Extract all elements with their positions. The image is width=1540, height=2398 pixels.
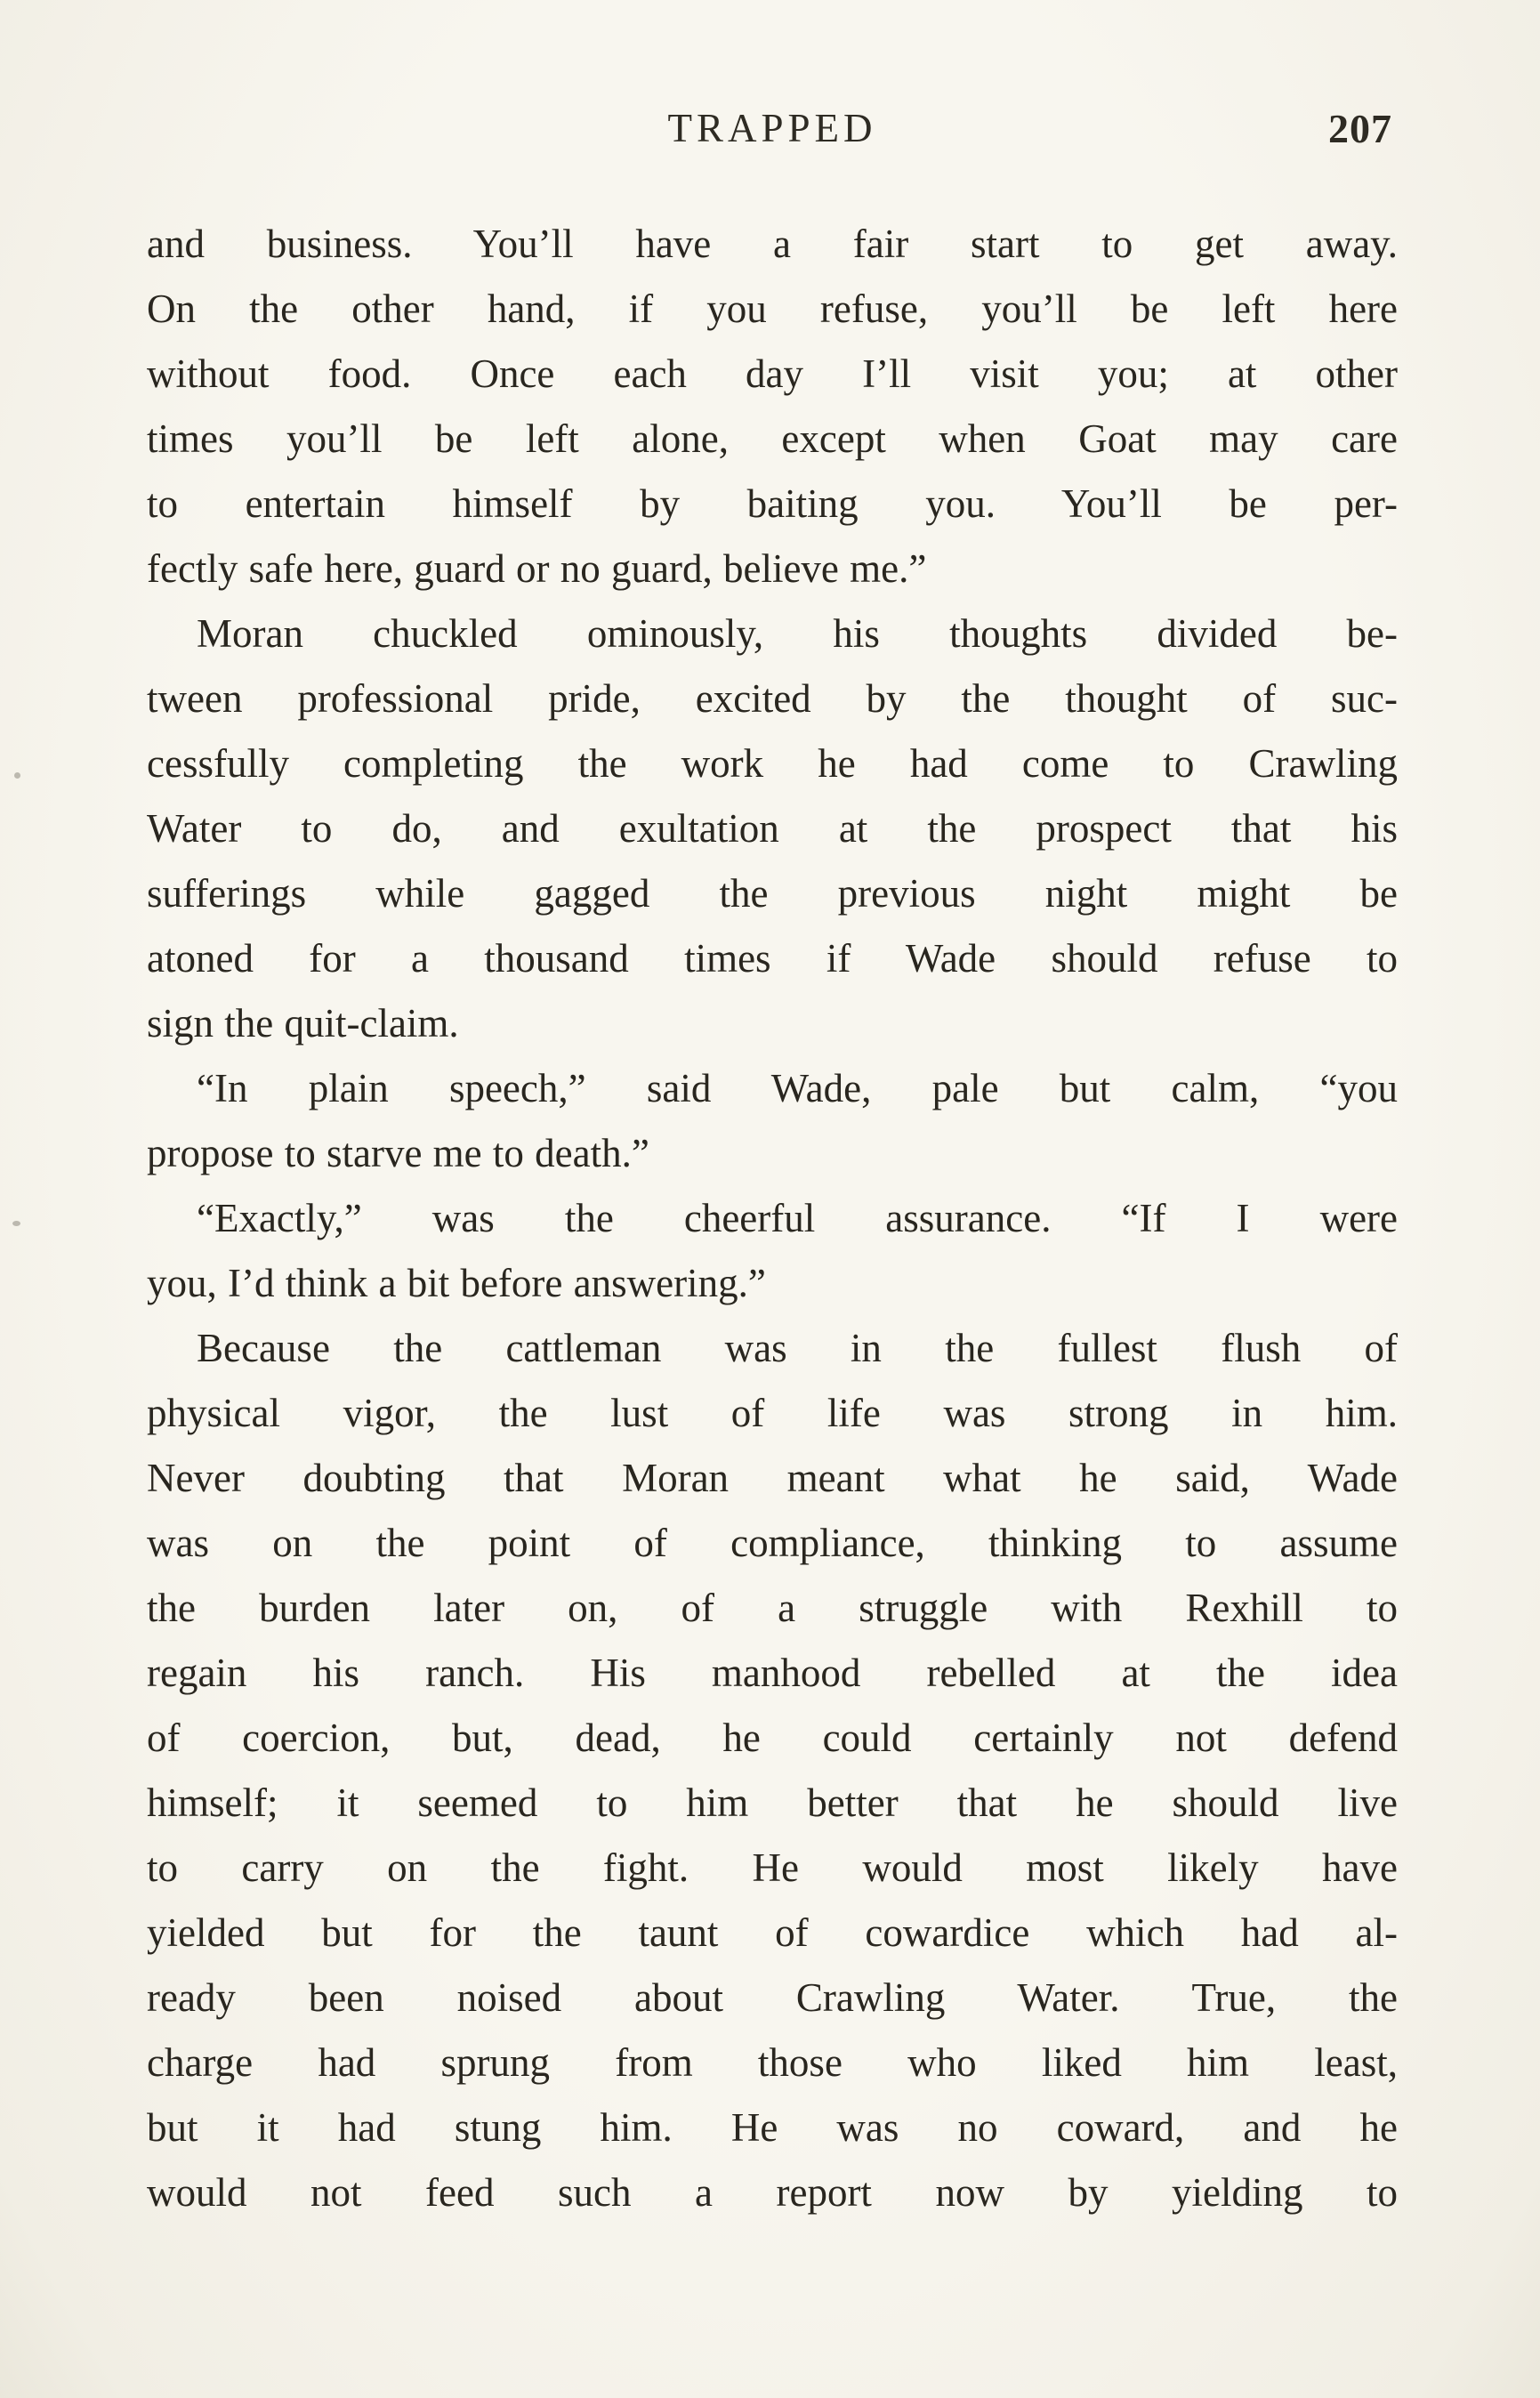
- text-line: Moran chuckled ominously, his thoughts divided be-: [197, 611, 1398, 656]
- text-line: charge had sprung from those who liked him least,: [147, 2040, 1398, 2085]
- page-body: [147, 212, 1398, 2225]
- text-line: tween professional pride, excited by the thought of suc-: [147, 676, 1398, 721]
- text-line: of coercion, but, dead, he could certainly not defend: [147, 1716, 1398, 1760]
- text-line: physical vigor, the lust of life was strong in him.: [147, 1391, 1398, 1435]
- text-line: regain his ranch. His manhood rebelled at the idea: [147, 1651, 1398, 1695]
- text-line: cessfully completing the work he had come to Crawling: [147, 741, 1398, 786]
- text-line: atoned for a thousand times if Wade should refuse to: [147, 936, 1398, 981]
- text-line: himself; it seemed to him better that he should live: [147, 1780, 1398, 1825]
- text-line: yielded but for the taunt of cowardice which had al-: [147, 1910, 1398, 1955]
- paragraph: [147, 1056, 1398, 1186]
- running-title: TRAPPED: [667, 106, 877, 150]
- text-line: “In plain speech,” said Wade, pale but calm, “you: [197, 1066, 1398, 1110]
- scan-speck: [14, 772, 20, 779]
- text-line: to carry on the fight. He would most likely have: [147, 1845, 1398, 1890]
- text-line: to entertain himself by baiting you. You’ll be per-: [147, 481, 1398, 526]
- text-line: Never doubting that Moran meant what he said, Wade: [147, 1456, 1398, 1500]
- page-number: 207: [1328, 106, 1392, 151]
- text-line: On the other hand, if you refuse, you’ll be left here: [147, 287, 1398, 331]
- text-line: you, I’d think a bit before answering.”: [147, 1261, 766, 1305]
- text-line: times you’ll be left alone, except when Goat may care: [147, 416, 1398, 461]
- text-line: ready been noised about Crawling Water. True, the: [147, 1975, 1398, 2020]
- text-line: was on the point of compliance, thinking to assume: [147, 1521, 1398, 1565]
- text-line: Water to do, and exultation at the prospect that his: [147, 806, 1398, 851]
- paragraph: [147, 1186, 1398, 1316]
- paragraph: [147, 602, 1398, 1056]
- text-line: the burden later on, of a struggle with Rexhill to: [147, 1586, 1398, 1630]
- text-line: sufferings while gagged the previous night might be: [147, 871, 1398, 916]
- text-line: sign the quit-claim.: [147, 1001, 459, 1046]
- text-line: and business. You’ll have a fair start to get away.: [147, 222, 1398, 266]
- text-line: but it had stung him. He was no coward, and he: [147, 2105, 1398, 2150]
- text-line: Because the cattleman was in the fullest flush of: [197, 1326, 1398, 1370]
- text-line: propose to starve me to death.”: [147, 1131, 649, 1175]
- text-line: without food. Once each day I’ll visit you; at other: [147, 351, 1398, 396]
- text-line: “Exactly,” was the cheerful assurance. “If I were: [197, 1196, 1398, 1240]
- page-header: [147, 105, 1398, 160]
- scan-speck: [12, 1221, 20, 1226]
- paragraph: [147, 1316, 1398, 2225]
- text-line: would not feed such a report now by yielding to: [147, 2170, 1398, 2215]
- paragraph: [147, 212, 1398, 602]
- text-line: fectly safe here, guard or no guard, believe me.”: [147, 546, 927, 591]
